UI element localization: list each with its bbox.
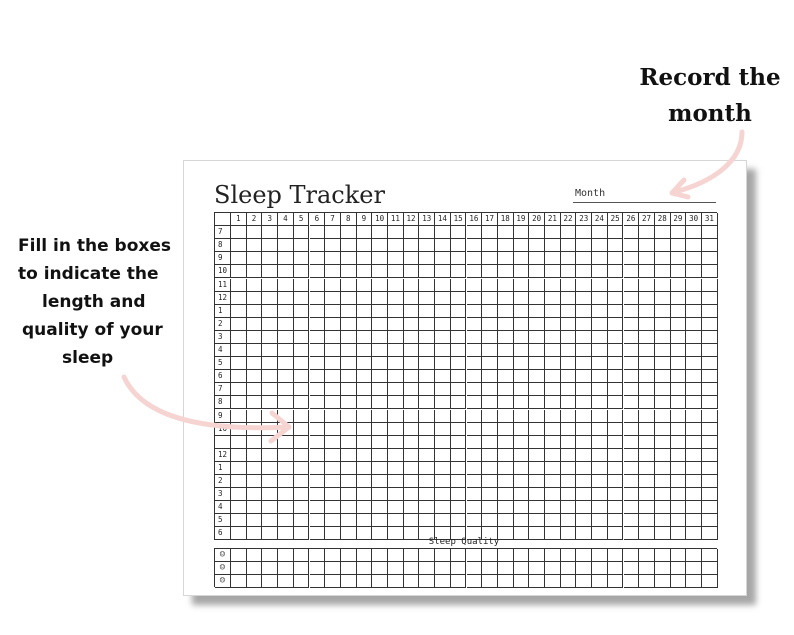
day-header: 12	[404, 213, 420, 226]
day-header: 3	[262, 213, 278, 226]
callout-fill-line-3: length and	[42, 292, 146, 312]
hour-label: 11	[215, 279, 231, 292]
day-header: 7	[325, 213, 341, 226]
hour-label: 10	[215, 265, 231, 278]
hour-label: 7	[215, 226, 231, 239]
callout-fill-line-5: sleep	[62, 348, 114, 368]
hour-label: 6	[215, 527, 231, 540]
day-header: 10	[372, 213, 388, 226]
day-header: 23	[576, 213, 592, 226]
day-header: 2	[247, 213, 263, 226]
day-header: 9	[357, 213, 373, 226]
day-header: 31	[702, 213, 718, 226]
callout-fill-line-4: quality of your	[22, 320, 163, 340]
day-header: 8	[341, 213, 357, 226]
callout-month-line-1: Record the	[639, 64, 781, 91]
hour-label: 12	[215, 292, 231, 305]
page-title: Sleep Tracker	[214, 181, 385, 209]
hour-label: 9	[215, 252, 231, 265]
day-header: 6	[310, 213, 326, 226]
day-header: 29	[671, 213, 687, 226]
hour-label: 7	[215, 383, 231, 396]
day-header: 5	[294, 213, 310, 226]
sleep-quality-label: Sleep Quality	[428, 537, 500, 547]
day-header: 21	[545, 213, 561, 226]
hour-label: 10	[215, 423, 231, 436]
day-header: 30	[686, 213, 702, 226]
day-header: 11	[388, 213, 404, 226]
hour-label: 8	[215, 396, 231, 409]
hour-label: 8	[215, 239, 231, 252]
neutral-face-icon: ☺	[215, 562, 231, 575]
hour-label: 1	[215, 462, 231, 475]
callout-month-line-2: month	[668, 100, 752, 127]
hour-label: 5	[215, 357, 231, 370]
day-header: 16	[467, 213, 483, 226]
hour-label: 4	[215, 344, 231, 357]
hour-label: 12	[215, 449, 231, 462]
day-header: 19	[514, 213, 530, 226]
day-header: 1	[231, 213, 247, 226]
month-arrow-icon	[675, 132, 742, 192]
hour-label: 1	[215, 305, 231, 318]
day-header: 22	[561, 213, 577, 226]
hour-label: 6	[215, 370, 231, 383]
day-header: 14	[435, 213, 451, 226]
day-header: 17	[482, 213, 498, 226]
hour-label: 4	[215, 501, 231, 514]
hour-label: 9	[215, 410, 231, 423]
day-header: 15	[451, 213, 467, 226]
day-header: 4	[278, 213, 294, 226]
day-header: 20	[529, 213, 545, 226]
sad-face-icon: ☹	[215, 575, 231, 588]
happy-face-icon: ☺	[215, 549, 231, 562]
day-header: 24	[592, 213, 608, 226]
callout-fill-line-1: Fill in the boxes	[18, 236, 171, 256]
day-header: 13	[419, 213, 435, 226]
hour-label: 2	[215, 475, 231, 488]
day-header: 18	[498, 213, 514, 226]
hour-label: 2	[215, 318, 231, 331]
fill-arrow-icon	[124, 377, 288, 428]
hour-label: 3	[215, 331, 231, 344]
hour-label: 5	[215, 514, 231, 527]
month-label: Month	[575, 188, 606, 199]
day-header: 28	[655, 213, 671, 226]
day-header: 26	[624, 213, 640, 226]
callout-fill-line-2: to indicate the	[18, 264, 159, 284]
day-header: 25	[608, 213, 624, 226]
day-header: 27	[639, 213, 655, 226]
hour-label: 3	[215, 488, 231, 501]
